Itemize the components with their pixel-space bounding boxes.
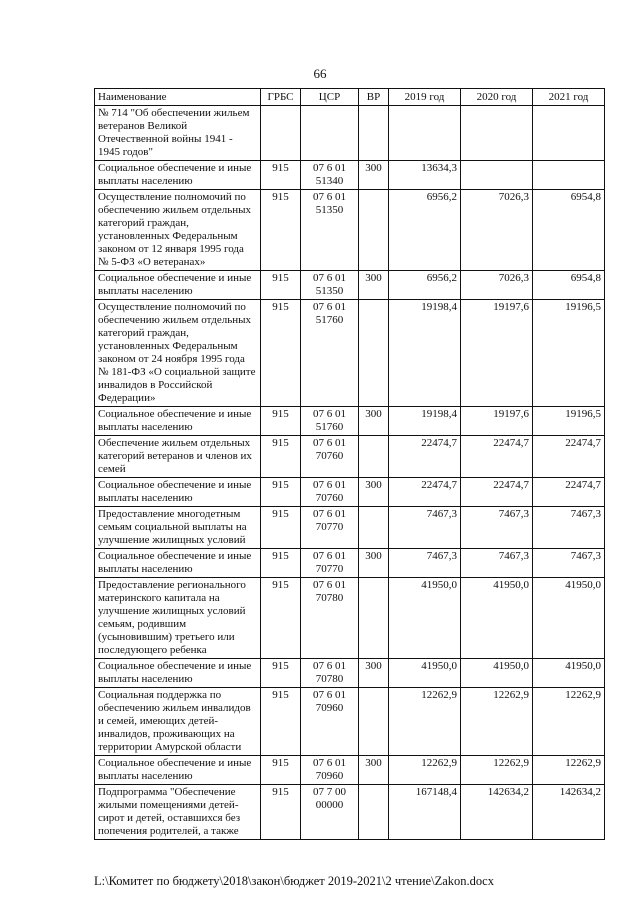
header-csr: ЦСР <box>301 89 359 106</box>
cell-2021: 12262,9 <box>533 756 605 785</box>
cell-csr: 07 6 01 70960 <box>301 688 359 756</box>
cell-name: Подпрограмма "Обеспечение жилыми помещениями детей-сирот и детей, оставшихся без попечения родителей, а также <box>95 785 261 840</box>
cell-grbs: 915 <box>261 549 301 578</box>
cell-vr <box>359 436 389 478</box>
cell-2019: 12262,9 <box>389 756 461 785</box>
cell-grbs: 915 <box>261 190 301 271</box>
cell-2021: 22474,7 <box>533 436 605 478</box>
cell-vr: 300 <box>359 659 389 688</box>
cell-2021: 19196,5 <box>533 407 605 436</box>
cell-name: Осуществление полномочий по обеспечению жильем отдельных категорий граждан, установленных Федеральным законом от 12 января 1995 года № 5-ФЗ «О ветеранах» <box>95 190 261 271</box>
table-row <box>95 190 605 271</box>
cell-name: Осуществление полномочий по обеспечению жильем отдельных категорий граждан, установленных Федеральным законом от 24 ноября 1995 года № 181-ФЗ «О социальной защите инвалидов в Российской Федерации» <box>95 300 261 407</box>
cell-2021: 41950,0 <box>533 659 605 688</box>
cell-2019: 6956,2 <box>389 271 461 300</box>
cell-vr <box>359 785 389 840</box>
cell-csr: 07 6 01 70780 <box>301 578 359 659</box>
cell-grbs: 915 <box>261 407 301 436</box>
cell-vr: 300 <box>359 478 389 507</box>
cell-csr: 07 7 00 00000 <box>301 785 359 840</box>
cell-2021: 19196,5 <box>533 300 605 407</box>
cell-2021: 12262,9 <box>533 688 605 756</box>
cell-name: Социальное обеспечение и иные выплаты населению <box>95 549 261 578</box>
cell-name: Предоставление многодетным семьям социальной выплаты на улучшение жилищных условий <box>95 507 261 549</box>
cell-2020: 12262,9 <box>461 756 533 785</box>
table-row <box>95 161 605 190</box>
cell-2021 <box>533 106 605 161</box>
table-row <box>95 436 605 478</box>
cell-grbs: 915 <box>261 688 301 756</box>
cell-2019: 41950,0 <box>389 659 461 688</box>
cell-2021: 142634,2 <box>533 785 605 840</box>
cell-2020: 22474,7 <box>461 478 533 507</box>
cell-csr <box>301 106 359 161</box>
cell-csr: 07 6 01 70770 <box>301 549 359 578</box>
table-row <box>95 756 605 785</box>
cell-name: Социальное обеспечение и иные выплаты населению <box>95 407 261 436</box>
cell-vr: 300 <box>359 756 389 785</box>
table-row <box>95 659 605 688</box>
cell-2020: 7467,3 <box>461 507 533 549</box>
cell-name: Социальное обеспечение и иные выплаты населению <box>95 271 261 300</box>
cell-vr <box>359 300 389 407</box>
page-number: 66 <box>313 66 327 81</box>
cell-vr <box>359 578 389 659</box>
cell-name: Обеспечение жильем отдельных категорий ветеранов и членов их семей <box>95 436 261 478</box>
cell-2020 <box>461 106 533 161</box>
header-2020: 2020 год <box>461 89 533 106</box>
cell-name: № 714 "Об обеспечении жильем ветеранов Великой Отечественной войны 1941 - 1945 годов" <box>95 106 261 161</box>
cell-name: Социальное обеспечение и иные выплаты населению <box>95 756 261 785</box>
table-row <box>95 407 605 436</box>
cell-2021: 6954,8 <box>533 190 605 271</box>
cell-2019: 19198,4 <box>389 407 461 436</box>
cell-grbs: 915 <box>261 785 301 840</box>
cell-vr <box>359 190 389 271</box>
cell-grbs: 915 <box>261 271 301 300</box>
cell-2020: 41950,0 <box>461 659 533 688</box>
cell-grbs: 915 <box>261 300 301 407</box>
cell-csr: 07 6 01 51340 <box>301 161 359 190</box>
cell-vr: 300 <box>359 407 389 436</box>
cell-vr <box>359 106 389 161</box>
cell-csr: 07 6 01 51760 <box>301 300 359 407</box>
table-row <box>95 106 605 161</box>
cell-grbs: 915 <box>261 659 301 688</box>
cell-grbs: 915 <box>261 578 301 659</box>
cell-2020: 7026,3 <box>461 190 533 271</box>
cell-grbs: 915 <box>261 436 301 478</box>
cell-csr: 07 6 01 70780 <box>301 659 359 688</box>
cell-2020: 7467,3 <box>461 549 533 578</box>
table-row <box>95 688 605 756</box>
cell-2019: 167148,4 <box>389 785 461 840</box>
header-2021: 2021 год <box>533 89 605 106</box>
header-grbs: ГРБС <box>261 89 301 106</box>
cell-2021: 41950,0 <box>533 578 605 659</box>
table-row <box>95 549 605 578</box>
footer-file-path: L:\Комитет по бюджету\2018\закон\бюджет 2019-2021\2 чтение\Zakon.docx <box>94 874 494 888</box>
cell-grbs: 915 <box>261 161 301 190</box>
cell-2020: 142634,2 <box>461 785 533 840</box>
cell-2019: 41950,0 <box>389 578 461 659</box>
table-row <box>95 507 605 549</box>
table-row <box>95 300 605 407</box>
cell-2020: 19197,6 <box>461 407 533 436</box>
cell-name: Предоставление регионального материнского капитала на улучшение жилищных условий семьям, родившим (усыновившим) третьего или последующего ребенка <box>95 578 261 659</box>
cell-2020: 12262,9 <box>461 688 533 756</box>
cell-csr: 07 6 01 70960 <box>301 756 359 785</box>
cell-vr <box>359 688 389 756</box>
cell-2019: 19198,4 <box>389 300 461 407</box>
table-row <box>95 271 605 300</box>
cell-2019: 7467,3 <box>389 507 461 549</box>
cell-2020: 22474,7 <box>461 436 533 478</box>
table-row <box>95 785 605 840</box>
cell-vr: 300 <box>359 271 389 300</box>
cell-csr: 07 6 01 70760 <box>301 478 359 507</box>
cell-2020: 19197,6 <box>461 300 533 407</box>
cell-2019: 22474,7 <box>389 478 461 507</box>
cell-2019 <box>389 106 461 161</box>
cell-csr: 07 6 01 51760 <box>301 407 359 436</box>
cell-grbs: 915 <box>261 478 301 507</box>
cell-2019: 6956,2 <box>389 190 461 271</box>
cell-2019: 22474,7 <box>389 436 461 478</box>
cell-name: Социальное обеспечение и иные выплаты населению <box>95 478 261 507</box>
cell-2021: 22474,7 <box>533 478 605 507</box>
cell-grbs: 915 <box>261 756 301 785</box>
cell-2021: 7467,3 <box>533 507 605 549</box>
cell-grbs: 915 <box>261 507 301 549</box>
budget-table <box>94 88 605 840</box>
cell-2020: 7026,3 <box>461 271 533 300</box>
table-row <box>95 478 605 507</box>
table-header-row <box>95 89 605 106</box>
cell-2020: 41950,0 <box>461 578 533 659</box>
cell-2019: 12262,9 <box>389 688 461 756</box>
cell-csr: 07 6 01 51350 <box>301 271 359 300</box>
cell-vr <box>359 507 389 549</box>
cell-2021: 6954,8 <box>533 271 605 300</box>
cell-name: Социальное обеспечение и иные выплаты населению <box>95 659 261 688</box>
cell-vr: 300 <box>359 161 389 190</box>
cell-2019: 7467,3 <box>389 549 461 578</box>
cell-2019: 13634,3 <box>389 161 461 190</box>
cell-2021 <box>533 161 605 190</box>
cell-2021: 7467,3 <box>533 549 605 578</box>
cell-vr: 300 <box>359 549 389 578</box>
cell-name: Социальная поддержка по обеспечению жильем инвалидов и семей, имеющих детей-инвалидов, проживающих на территории Амурской области <box>95 688 261 756</box>
cell-csr: 07 6 01 70770 <box>301 507 359 549</box>
header-name: Наименование <box>95 89 261 106</box>
cell-name: Социальное обеспечение и иные выплаты населению <box>95 161 261 190</box>
header-vr: ВР <box>359 89 389 106</box>
cell-csr: 07 6 01 70760 <box>301 436 359 478</box>
header-2019: 2019 год <box>389 89 461 106</box>
cell-grbs <box>261 106 301 161</box>
cell-csr: 07 6 01 51350 <box>301 190 359 271</box>
cell-2020 <box>461 161 533 190</box>
table-row <box>95 578 605 659</box>
